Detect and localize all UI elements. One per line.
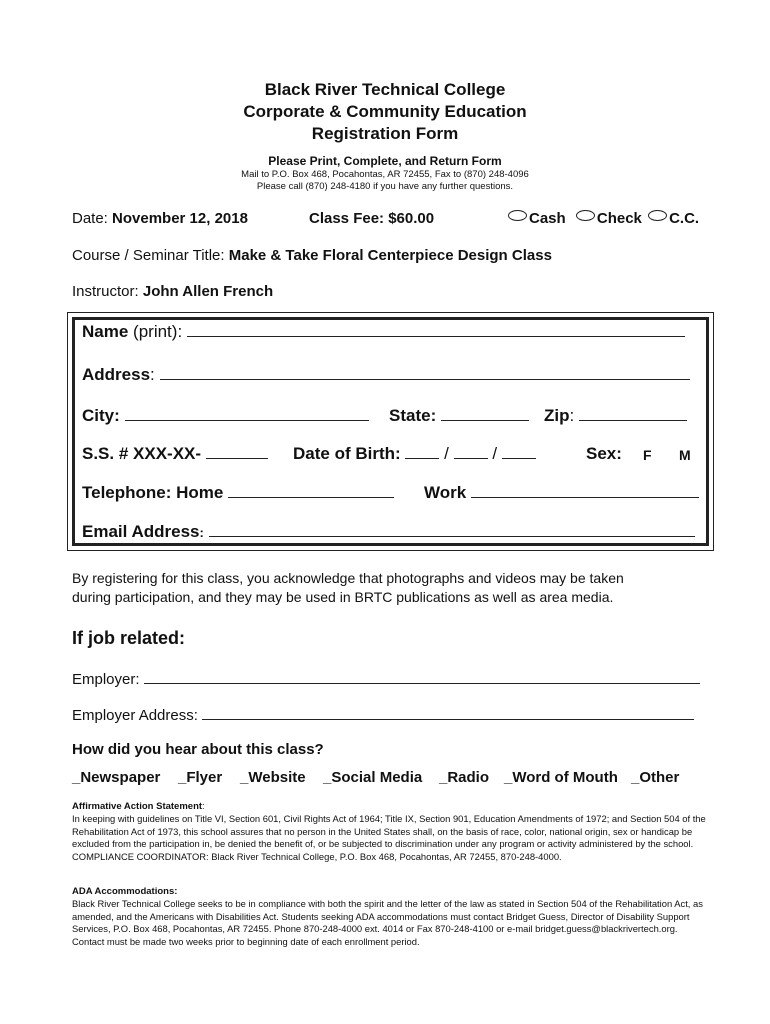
telephone-home-field[interactable]	[228, 483, 394, 498]
check-radio-icon[interactable]	[576, 210, 595, 221]
affirmative-action-colon: :	[202, 801, 205, 812]
course-row	[72, 247, 552, 264]
referral-option-newspaper[interactable]: _Newspaper	[72, 769, 161, 786]
dob-day-field[interactable]	[454, 444, 488, 459]
sex-row	[586, 444, 622, 464]
payment-options	[508, 210, 699, 227]
instructor-label: Instructor:	[72, 283, 139, 300]
name-label-suffix: (print):	[133, 322, 183, 341]
telephone-home-label: Telephone: Home	[82, 483, 224, 502]
date-row	[72, 210, 248, 227]
ada-title: ADA Accommodations:	[72, 886, 178, 897]
employer-field[interactable]	[144, 669, 700, 684]
employer-address-field[interactable]	[202, 705, 694, 720]
zip-field[interactable]	[579, 406, 687, 421]
cash-radio-icon[interactable]	[508, 210, 527, 221]
email-row	[82, 522, 695, 542]
affirmative-action-title	[72, 801, 205, 812]
cc-label: C.C.	[669, 210, 700, 227]
ss-label: S.S. # XXX-XX-	[82, 444, 202, 463]
name-row	[82, 322, 685, 342]
sex-label: Sex:	[586, 444, 622, 463]
email-field[interactable]	[209, 522, 695, 537]
telephone-work-field[interactable]	[471, 483, 699, 498]
referral-option-social-media[interactable]: _Social Media	[323, 769, 423, 786]
personal-info-inner-border	[72, 317, 709, 546]
payment-cash-option[interactable]	[508, 210, 566, 227]
work-phone-row	[424, 483, 699, 503]
address-label: Address	[82, 365, 151, 384]
cc-radio-icon[interactable]	[648, 210, 667, 221]
dob-year-field[interactable]	[502, 444, 536, 459]
city-label: City:	[82, 406, 120, 425]
date-value: November 12, 2018	[112, 210, 248, 227]
employer-address-label: Employer Address:	[72, 707, 198, 724]
college-name: Black River Technical College	[264, 80, 506, 99]
employer-row	[72, 669, 700, 688]
payment-check-option[interactable]	[576, 210, 642, 227]
instructor-name: John Allen French	[142, 283, 274, 300]
check-label: Check	[596, 210, 642, 227]
date-label: Date:	[72, 210, 108, 227]
instructor-row	[72, 283, 273, 300]
referral-option-radio[interactable]: _Radio	[439, 769, 490, 786]
photo-consent-line-1: By registering for this class, you acknowledge that photographs and videos may be taken	[72, 570, 624, 586]
mail-instruction: Mail to P.O. Box 468, Pocahontas, AR 72455, Fax to (870) 248-4096	[241, 169, 529, 180]
sex-option-m[interactable]: M	[679, 447, 691, 463]
telephone-work-label: Work	[424, 483, 467, 502]
dob-separator: /	[492, 444, 498, 463]
address-colon: :	[150, 365, 155, 384]
department-name: Corporate & Community Education	[243, 102, 527, 121]
affirmative-action-body: In keeping with guidelines on Title VI, Section 601, Civil Rights Act of 1964; Title IX, Section 901, Education Amendments of 1972; and Section 504 of the Rehabilitation Act of 1973, this school assures that no person in the United States shall, on the basis of race, color, national origin, sex or handicap be excluded from the participation in, be denied the benefit of, or be subjected to discrimination under any program or activity administered by the school. COMPLIANCE COORDINATOR: Black River Technical College, P.O. Box 468, Pocahontas, AR 72455, 870-248-4000.	[72, 813, 706, 862]
ss-row	[82, 444, 268, 464]
form-instruction: Please Print, Complete, and Return Form	[268, 154, 502, 168]
zip-label: Zip	[544, 406, 570, 425]
referral-option-website[interactable]: _Website	[240, 769, 306, 786]
email-colon: :	[199, 525, 204, 540]
payment-cc-option[interactable]	[648, 210, 699, 227]
call-instruction: Please call (870) 248-4180 if you have any further questions.	[256, 181, 514, 192]
dob-separator: /	[444, 444, 449, 463]
referral-option-other[interactable]: _Other	[631, 769, 680, 786]
employer-label: Employer:	[72, 671, 140, 688]
affirmative-action-title-text: Affirmative Action Statement	[72, 801, 203, 812]
cash-label: Cash	[529, 210, 566, 227]
city-row	[82, 406, 369, 426]
dob-row	[293, 444, 536, 464]
zip-colon: :	[569, 406, 575, 425]
state-row	[389, 406, 529, 426]
sex-option-f[interactable]: F	[643, 447, 652, 463]
dob-label: Date of Birth:	[293, 444, 401, 463]
address-field[interactable]	[160, 365, 690, 380]
state-label: State:	[389, 406, 437, 425]
referral-question: How did you hear about this class?	[72, 741, 324, 758]
employer-address-row	[72, 705, 694, 724]
state-field[interactable]	[441, 406, 529, 421]
class-fee: Class Fee: $60.00	[309, 210, 435, 227]
email-label: Email Address	[82, 522, 200, 541]
address-row	[82, 365, 690, 385]
ada-body: Black River Technical College seeks to be in compliance with both the spirit and the letter of the law as stated in Section 504 of the Rehabilitation Act, as amended, and the Americans with Disabilities Act. Students seeking ADA accommodations must contact Bridget Guess, Director of Disability Support Services, P.O. Box 468, Pocahontas, AR 72455. Phone 870-248-4000 ext. 4014 or Fax 870-248-4100 or e-mail bridget.guess@blackrivertech.org. Contact must be made two weeks prior to beginning date of each enrollment period.	[72, 898, 703, 947]
course-title: Make & Take Floral Centerpiece Design Class	[228, 247, 552, 264]
course-label: Course / Seminar Title:	[72, 247, 225, 264]
city-field[interactable]	[125, 406, 369, 421]
name-field[interactable]	[187, 322, 685, 337]
dob-month-field[interactable]	[405, 444, 439, 459]
photo-consent-line-2: during participation, and they may be used in BRTC publications as well as area media.	[72, 589, 614, 605]
ss-field[interactable]	[206, 444, 268, 459]
job-related-heading: If job related:	[72, 628, 186, 648]
name-label: Name	[82, 322, 129, 341]
telephone-row	[82, 483, 394, 503]
referral-option-flyer[interactable]: _Flyer	[178, 769, 223, 786]
referral-option-word-of-mouth[interactable]: _Word of Mouth	[504, 769, 618, 786]
form-title: Registration Form	[311, 124, 459, 143]
personal-info-box	[67, 312, 714, 551]
zip-row	[544, 406, 687, 426]
